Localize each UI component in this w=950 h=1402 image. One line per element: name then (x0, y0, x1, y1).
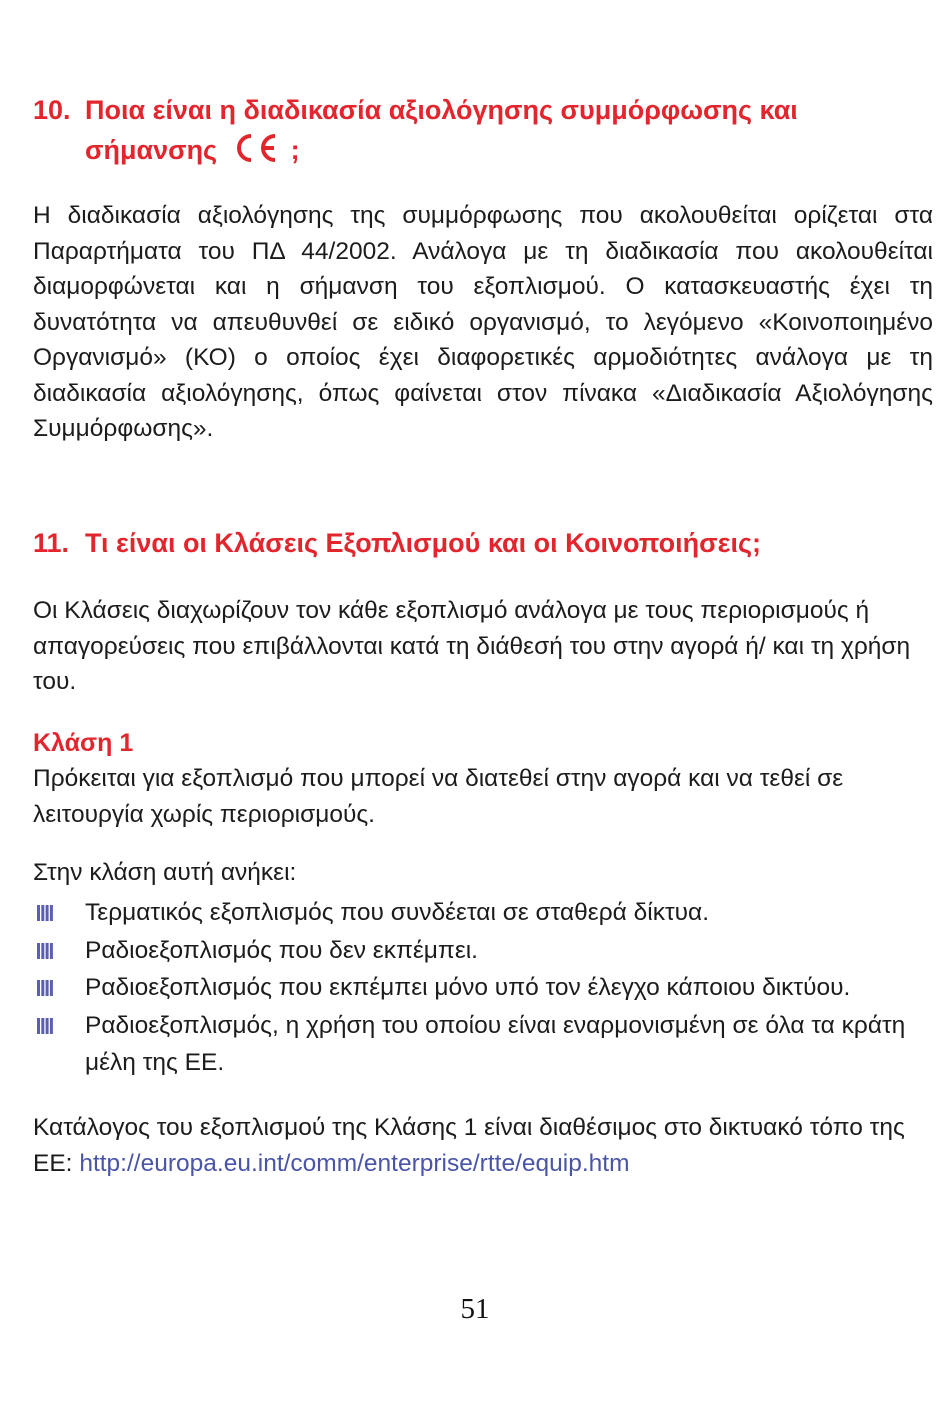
class-1-description: Πρόκειται για εξοπλισμό που μπορεί να διατεθεί στην αγορά και να τεθεί σε λειτουργία χωρίς περιορισμούς. (33, 765, 844, 828)
section-11-body: Οι Κλάσεις διαχωρίζουν τον κάθε εξοπλισμό ανάλογα με τους περιορισμούς ή απαγορεύσεις που επιβάλλονται κατά τη διάθεσή του στην αγορά ή/ και τη χρήση του. (33, 597, 911, 695)
striped-square-bullet-icon (37, 905, 53, 921)
section-11-number: 11. (33, 528, 70, 558)
class-1-heading: Κλάση 1 (33, 729, 134, 757)
section-10-heading (33, 90, 913, 170)
section-10-body: Η διαδικασία αξιολόγησης της συμμόρφωσης που ακολουθείται ορίζεται στα Παραρτήματα του ΠΔ 44/2002. Ανάλογα με τη διαδικασία που ακολουθείται διαμορφώνεται και η σήμανση του εξοπλισμού. Ο κατασκευαστής έχει τη δυνατότητα να απευθυνθεί σε ειδικό οργανισμό, το λεγόμενο «Κοινοποιημένο Οργανισμό» (ΚΟ) ο οποίος έχει διαφορετικές αρμοδιότητες ανάλογα με τη διαδικασία αξιολόγησης, όπως φαίνεται στον πίνακα «Διαδικασία Αξιολόγησης Συμμόρφωσης». (33, 202, 933, 442)
list-item-text: Ραδιοεξοπλισμός, η χρήση του οποίου είναι εναρμονισμένη σε όλα τα κράτη μέλη της ΕΕ. (85, 1011, 906, 1076)
section-10-title-line2: σήμανσης (85, 135, 218, 165)
section-11-heading (33, 523, 913, 563)
class-1-includes-label: Στην κλάση αυτή ανήκει: (33, 859, 297, 886)
list-item-text: Τερματικός εξοπλισμός που συνδέεται σε σταθερά δίκτυα. (85, 899, 709, 926)
catalog-paragraph (33, 1110, 913, 1181)
section-10-title-line1: Ποια είναι η διαδικασία αξιολόγησης συμμόρφωσης και (85, 95, 798, 125)
list-item (33, 932, 938, 970)
catalog-text: Κατάλογος του εξοπλισμού της Κλάσης 1 είναι διαθέσιμος στο δικτυακό τόπο της ΕΕ: (33, 1114, 905, 1177)
section-11-title: Τι είναι οι Κλάσεις Εξοπλισμού και οι Κοινοποιήσεις; (85, 528, 761, 558)
striped-square-bullet-icon (37, 943, 53, 959)
catalog-link[interactable]: http://europa.eu.int/comm/enterprise/rtte/equip.htm (79, 1149, 630, 1177)
list-item-text: Ραδιοεξοπλισμός που δεν εκπέμπει. (85, 936, 478, 964)
striped-square-bullet-icon (37, 980, 53, 996)
section-10-title-suffix: ; (290, 135, 300, 165)
list-item (33, 969, 938, 1007)
list-item (33, 1007, 938, 1082)
list-item (33, 894, 938, 932)
ce-mark-icon (229, 133, 291, 163)
section-10-number: 10. (33, 95, 71, 125)
list-item-text: Ραδιοεξοπλισμός που εκπέμπει μόνο υπό τον έλεγχο κάποιου δικτύου. (85, 974, 851, 1001)
striped-square-bullet-icon (37, 1018, 53, 1034)
page-number: 51 (460, 1293, 490, 1325)
class-1-list (33, 894, 938, 1082)
